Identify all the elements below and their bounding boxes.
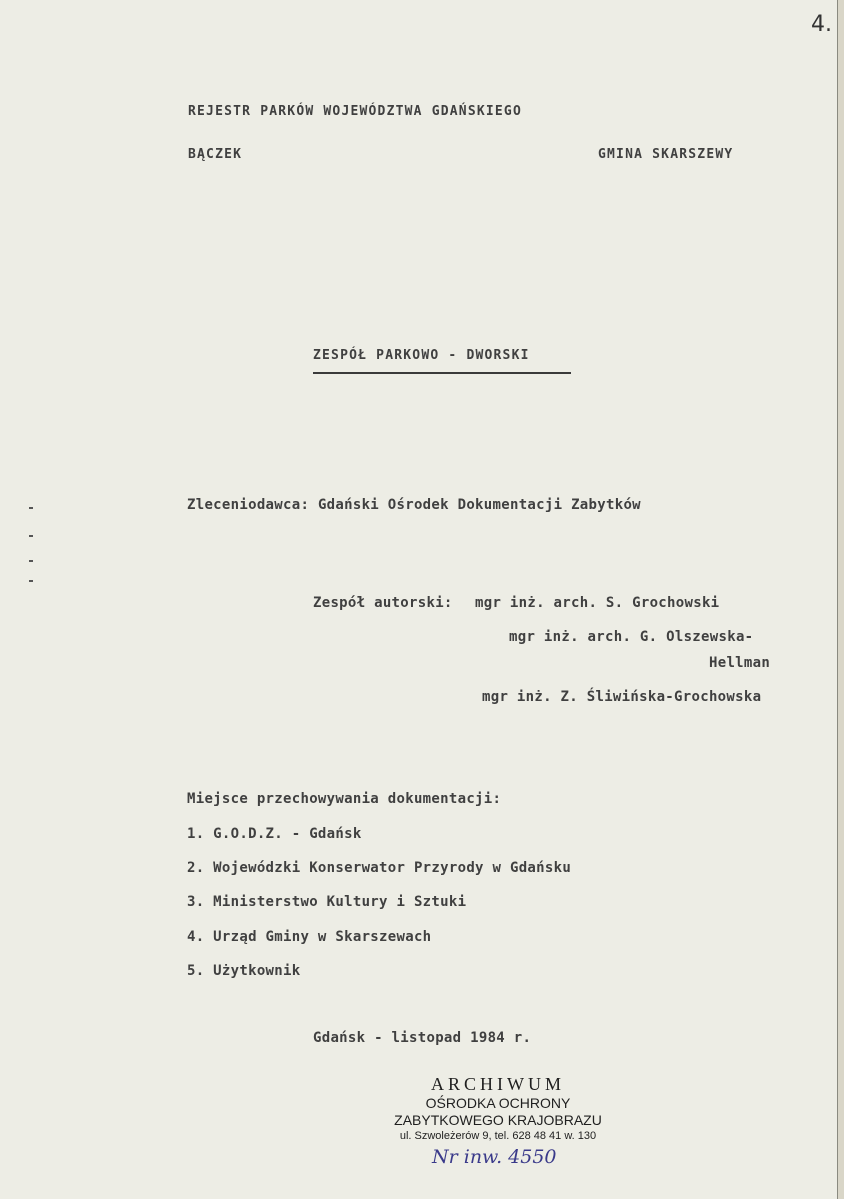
stamp-line: ARCHIWUM — [431, 1074, 565, 1094]
margin-mark — [29, 535, 33, 537]
storage-item: 3. Ministerstwo Kultury i Sztuki — [187, 894, 467, 910]
stamp-address: ul. Szwoleżerów 9, tel. 628 48 41 w. 130 — [399, 1130, 597, 1142]
storage-heading: Miejsce przechowywania dokumentacji: — [187, 791, 502, 807]
page-number: 4. — [811, 12, 832, 37]
storage-item: 2. Wojewódzki Konserwator Przyrody w Gdańsku — [187, 860, 572, 876]
commissioner — [187, 497, 641, 513]
author-line: mgr inż. arch. G. Olszewska- — [509, 629, 754, 645]
margin-mark — [29, 580, 33, 582]
registry-heading: REJESTR PARKÓW WOJEWÓDZTWA GDAŃSKIEGO — [188, 104, 522, 119]
authors-label: Zespół autorski: — [313, 595, 453, 611]
archive-stamp — [388, 1074, 608, 1144]
storage-item: 5. Użytkownik — [187, 963, 301, 979]
stamp-line: ZABYTKOWEGO KRAJOBRAZU — [394, 1112, 602, 1128]
author-line: mgr inż. arch. S. Grochowski — [475, 595, 720, 611]
stamp-line: OŚRODKA OCHRONY — [425, 1095, 571, 1111]
inventory-number-note: Nr inw. 4550 — [432, 1146, 557, 1168]
document-title: ZESPÓŁ PARKOWO - DWORSKI — [313, 348, 530, 363]
title-underline — [313, 372, 571, 374]
margin-mark — [29, 507, 33, 509]
storage-item: 1. G.O.D.Z. - Gdańsk — [187, 826, 362, 842]
author-line: mgr inż. Z. Śliwińska-Grochowska — [482, 689, 762, 705]
storage-item: 4. Urząd Gminy w Skarszewach — [187, 929, 432, 945]
place-name: BĄCZEK — [188, 147, 243, 162]
author-line: Hellman — [709, 655, 771, 671]
commissioner-label: Zleceniodawca: — [187, 497, 310, 513]
place-date: Gdańsk - listopad 1984 r. — [313, 1030, 532, 1046]
commissioner-value: Gdański Ośrodek Dokumentacji Zabytków — [317, 497, 641, 513]
page-edge — [837, 0, 844, 1199]
commune-name: GMINA SKARSZEWY — [598, 147, 734, 162]
margin-mark — [29, 560, 33, 562]
